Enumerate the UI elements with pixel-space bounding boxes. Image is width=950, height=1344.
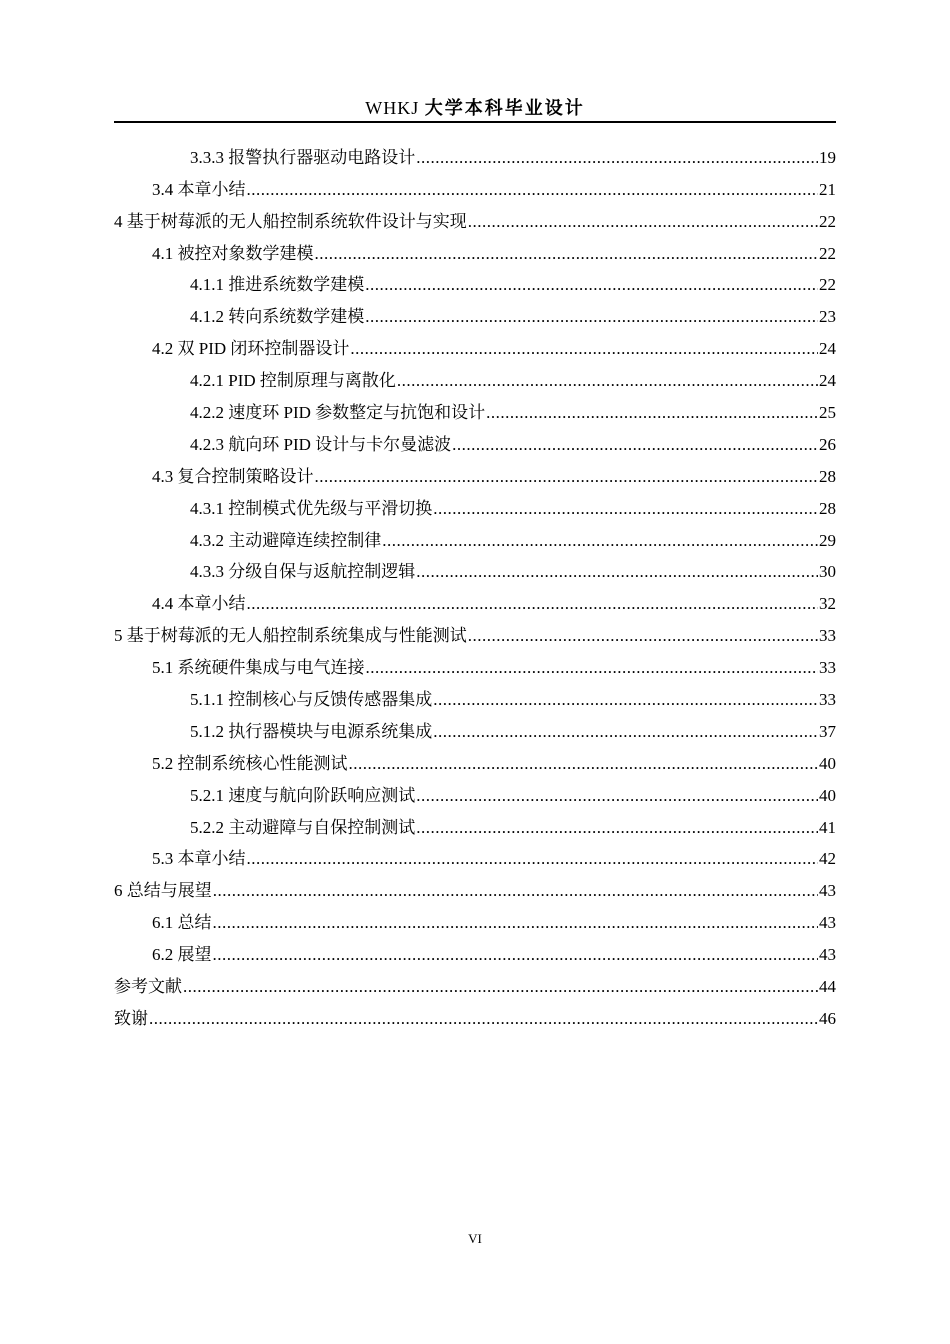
header-rule [114, 121, 836, 123]
toc-entry[interactable] [114, 140, 836, 172]
toc-leader-dots [349, 750, 819, 778]
toc-leader-dots [366, 654, 819, 682]
toc-entry-page: 44 [819, 977, 836, 997]
toc-entry-title: 4.3.1 控制模式优先级与平滑切换 [190, 498, 433, 518]
toc-leader-dots [247, 590, 819, 618]
toc-leader-dots [468, 208, 818, 236]
toc-entry[interactable] [114, 905, 836, 937]
toc-leader-dots [350, 335, 818, 363]
toc-entry-title: 4.1 被控对象数学建模 [152, 243, 314, 263]
toc-leader-dots [486, 399, 818, 427]
toc-entry[interactable] [114, 268, 836, 300]
toc-leader-dots [183, 973, 818, 1001]
toc-entry-title: 4.3.2 主动避障连续控制律 [190, 530, 382, 550]
toc-entry[interactable] [114, 937, 836, 969]
toc-entry-title: 致谢 [114, 1008, 148, 1028]
toc-entry-page: 22 [819, 275, 836, 295]
toc-leader-dots [433, 686, 818, 714]
toc-leader-dots [382, 527, 818, 555]
toc-entry[interactable] [114, 746, 836, 778]
toc-entry-page: 43 [819, 913, 836, 933]
toc-entry-page: 46 [819, 1008, 836, 1028]
toc-entry-title: 6.2 展望 [152, 945, 212, 965]
toc-leader-dots [247, 176, 819, 204]
toc-entry-title: 4.2.1 PID 控制原理与离散化 [190, 371, 396, 391]
toc-entry-title: 5.1.2 执行器模块与电源系统集成 [190, 721, 433, 741]
toc-entry-page: 40 [819, 753, 836, 773]
toc-entry[interactable] [114, 969, 836, 1001]
toc-entry-page: 40 [819, 785, 836, 805]
toc-entry-page: 43 [819, 945, 836, 965]
toc-entry-title: 3.4 本章小结 [152, 179, 246, 199]
toc-entry[interactable] [114, 299, 836, 331]
toc-leader-dots [433, 495, 818, 523]
toc-leader-dots [416, 814, 818, 842]
toc-leader-dots [397, 367, 818, 395]
toc-entry-page: 28 [819, 466, 836, 486]
toc-entry[interactable] [114, 363, 836, 395]
page-number: VI [468, 1231, 482, 1246]
toc-leader-dots [149, 1005, 818, 1033]
toc-entry-title: 5.1.1 控制核心与反馈传感器集成 [190, 690, 433, 710]
toc-entry-page: 29 [819, 530, 836, 550]
toc-entry-page: 24 [819, 371, 836, 391]
toc-entry[interactable] [114, 810, 836, 842]
toc-leader-dots [365, 271, 818, 299]
toc-entry-title: 6.1 总结 [152, 913, 212, 933]
toc-entry[interactable] [114, 491, 836, 523]
toc-entry-title: 5.1 系统硬件集成与电气连接 [152, 658, 365, 678]
toc-entry-title: 4 基于树莓派的无人船控制系统软件设计与实现 [114, 211, 467, 231]
toc-entry[interactable] [114, 236, 836, 268]
toc-entry-page: 30 [819, 562, 836, 582]
toc-entry-title: 4.1.1 推进系统数学建模 [190, 275, 365, 295]
toc-entry-page: 22 [819, 211, 836, 231]
toc-leader-dots [213, 877, 818, 905]
toc-leader-dots [315, 463, 819, 491]
toc-entry-title: 4.1.2 转向系统数学建模 [190, 307, 365, 327]
toc-entry-title: 4.2.3 航向环 PID 设计与卡尔曼滤波 [190, 434, 452, 454]
toc-entry[interactable] [114, 650, 836, 682]
toc-entry-title: 5.2 控制系统核心性能测试 [152, 753, 348, 773]
toc-entry-page: 32 [819, 594, 836, 614]
toc-entry-title: 4.3 复合控制策略设计 [152, 466, 314, 486]
toc-entry[interactable] [114, 714, 836, 746]
toc-entry[interactable] [114, 395, 836, 427]
toc-entry-page: 42 [819, 849, 836, 869]
toc-entry-title: 4.2 双 PID 闭环控制器设计 [152, 339, 350, 359]
toc-entry[interactable] [114, 618, 836, 650]
toc-entry[interactable] [114, 778, 836, 810]
toc-entry[interactable] [114, 427, 836, 459]
toc-entry-title: 3.3.3 报警执行器驱动电路设计 [190, 147, 416, 167]
toc-entry-page: 33 [819, 658, 836, 678]
toc-entry[interactable] [114, 682, 836, 714]
toc-entry-page: 28 [819, 498, 836, 518]
toc-entry[interactable] [114, 1001, 836, 1033]
header-title: 大学本科毕业设计 [424, 98, 585, 119]
toc-leader-dots [433, 718, 818, 746]
page-header [114, 94, 836, 120]
toc-entry-page: 37 [819, 721, 836, 741]
toc-entry-title: 6 总结与展望 [114, 881, 212, 901]
toc-leader-dots [365, 303, 818, 331]
toc-entry-title: 5 基于树莓派的无人船控制系统集成与性能测试 [114, 626, 467, 646]
toc-leader-dots [416, 782, 818, 810]
toc-entry-page: 19 [819, 147, 836, 167]
header-latin: WHKJ [365, 98, 420, 118]
toc-entry-page: 26 [819, 434, 836, 454]
toc-entry-page: 25 [819, 403, 836, 423]
toc-leader-dots [315, 240, 819, 268]
toc-entry[interactable] [114, 586, 836, 618]
toc-entry[interactable] [114, 842, 836, 874]
table-of-contents [114, 140, 836, 1033]
toc-entry-title: 4.3.3 分级自保与返航控制逻辑 [190, 562, 416, 582]
toc-entry[interactable] [114, 873, 836, 905]
toc-entry-title: 4.4 本章小结 [152, 594, 246, 614]
toc-entry-page: 41 [819, 817, 836, 837]
toc-entry-page: 43 [819, 881, 836, 901]
toc-entry[interactable] [114, 523, 836, 555]
toc-entry-page: 33 [819, 626, 836, 646]
toc-leader-dots [213, 909, 819, 937]
toc-leader-dots [213, 941, 819, 969]
toc-entry-page: 24 [819, 339, 836, 359]
toc-entry[interactable] [114, 331, 836, 363]
toc-leader-dots [468, 622, 818, 650]
toc-entry-page: 22 [819, 243, 836, 263]
toc-leader-dots [416, 144, 818, 172]
toc-entry-page: 21 [819, 179, 836, 199]
toc-leader-dots [452, 431, 818, 459]
toc-leader-dots [416, 558, 818, 586]
toc-entry-title: 5.3 本章小结 [152, 849, 246, 869]
toc-entry[interactable] [114, 555, 836, 587]
toc-entry-title: 参考文献 [114, 977, 182, 997]
toc-entry-title: 5.2.2 主动避障与自保控制测试 [190, 817, 416, 837]
toc-entry[interactable] [114, 459, 836, 491]
toc-entry-page: 23 [819, 307, 836, 327]
toc-entry-title: 5.2.1 速度与航向阶跃响应测试 [190, 785, 416, 805]
toc-entry-title: 4.2.2 速度环 PID 参数整定与抗饱和设计 [190, 403, 486, 423]
toc-leader-dots [247, 845, 819, 873]
toc-entry[interactable] [114, 204, 836, 236]
toc-entry-page: 33 [819, 690, 836, 710]
toc-entry[interactable] [114, 172, 836, 204]
